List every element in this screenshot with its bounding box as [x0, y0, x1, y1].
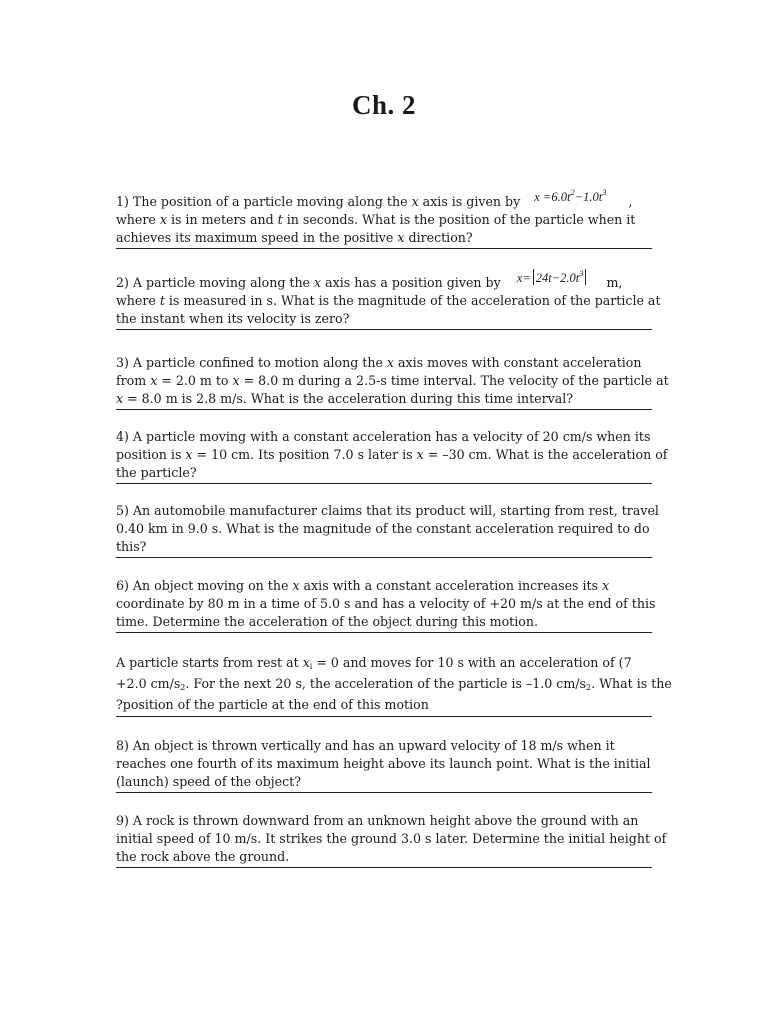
eq-var: t	[548, 271, 552, 285]
text: . For the next 20 s, the acceleration of the particle is –1.0 cm/s	[185, 676, 587, 691]
var-x: x	[416, 447, 424, 462]
eq-var: x	[534, 190, 540, 204]
problem-6-line-3: time. Determine the acceleration of the object during this motion.	[116, 614, 538, 629]
text: m,	[606, 275, 623, 290]
text: 6) An object moving on the	[116, 578, 293, 593]
problem-9-line-2: initial speed of 10 m/s. It strikes the ground 3.0 s later. Determine the initial height of	[116, 831, 667, 846]
text: where	[116, 293, 160, 308]
eq-exponent: 3	[602, 187, 607, 197]
var-x: x	[411, 194, 419, 209]
subscript: i	[309, 662, 313, 671]
problem-3	[116, 354, 669, 410]
problem-7-line-2	[116, 673, 672, 694]
var-x: x	[185, 447, 193, 462]
text: is measured in s. What is the magnitude of the acceleration of the particle at	[164, 293, 661, 308]
text: 2) A particle moving along the	[116, 275, 315, 290]
var-x: x	[602, 578, 610, 593]
var-x: x	[150, 373, 158, 388]
eq-var: t	[566, 190, 571, 204]
eq-term: x=	[516, 271, 531, 285]
problem-7-line-3: ?position of the particle at the end of this motion	[116, 697, 429, 712]
problem-3-line-3	[116, 390, 652, 408]
eq-term: −2.0	[551, 271, 576, 285]
eq-term: =6.0	[539, 190, 567, 204]
problem-1-line-3	[116, 229, 652, 247]
problem-2-line-2	[116, 292, 661, 310]
text: axis is given by	[418, 194, 521, 209]
text: = –30 cm. What is the acceleration of	[423, 447, 668, 462]
problem-5-line-3: this?	[116, 539, 147, 554]
var-x: x	[232, 373, 240, 388]
var-x: x	[116, 391, 124, 406]
var-x: x	[314, 275, 322, 290]
text: achieves its maximum speed in the positive	[116, 230, 398, 245]
problem-2-line-3: the instant when its velocity is zero?	[116, 311, 350, 326]
problem-8-line-2: reaches one fourth of its maximum height above its launch point. What is the initial	[116, 756, 651, 771]
text: ,	[628, 194, 633, 209]
text: = 0 and moves for 10 s with an acceleration of (7	[312, 655, 632, 670]
eq-term: 24	[535, 271, 549, 285]
text: +2.0 cm/s	[116, 676, 181, 691]
position-equation	[517, 269, 589, 287]
eq-var: t	[575, 271, 580, 285]
problem-8	[116, 737, 652, 793]
text: = 8.0 m is 2.8 m/s. What is the acceleration during this time interval?	[123, 391, 574, 406]
subscript: 2	[586, 683, 592, 692]
problem-6-line-1	[116, 577, 652, 595]
var-t: t	[277, 212, 283, 227]
var-x: x	[159, 212, 167, 227]
text: 1) The position of a particle moving along the	[116, 194, 412, 209]
problem-6-line-2: coordinate by 80 m in a time of 5.0 s and has a velocity of +20 m/s at the end of this	[116, 596, 656, 611]
problem-5	[116, 502, 659, 558]
text: is in meters and	[166, 212, 278, 227]
eq-exponent: 2	[570, 187, 575, 197]
problem-5-line-1: 5) An automobile manufacturer claims that its product will, starting from rest, travel	[116, 503, 659, 518]
subscript: 2	[180, 683, 186, 692]
var-x: x	[302, 655, 310, 670]
problem-4	[116, 428, 668, 484]
text: where	[116, 212, 160, 227]
problem-3-line-1	[116, 354, 652, 372]
text: direction?	[404, 230, 473, 245]
text: = 2.0 m to	[157, 373, 233, 388]
problem-8-line-3: (launch) speed of the object?	[116, 774, 301, 789]
text: A particle starts from rest at	[116, 655, 303, 670]
problem-5-line-2: 0.40 km in 9.0 s. What is the magnitude of the constant acceleration required to do	[116, 521, 650, 536]
var-x: x	[386, 355, 395, 370]
problem-9	[116, 812, 667, 868]
problem-2-line-1	[116, 268, 652, 292]
var-x: x	[397, 230, 405, 245]
problem-9-line-1: 9) A rock is thrown downward from an unknown height above the ground with an	[116, 813, 639, 828]
problem-4-line-2	[116, 446, 668, 464]
text: = 10 cm. Its position 7.0 s later is	[192, 447, 417, 462]
text: axis has a position given by	[321, 275, 501, 290]
problem-4-line-1: 4) A particle moving with a constant acceleration has a velocity of 20 cm/s when its	[116, 429, 651, 444]
problem-2	[116, 268, 661, 330]
abs-bar-right	[585, 269, 586, 285]
text: in seconds. What is the position of the particle when it	[282, 212, 636, 227]
eq-var: t	[598, 190, 603, 204]
var-x: x	[292, 578, 300, 593]
text: = 8.0 m during a 2.5-s time interval. The velocity of the particle at	[239, 373, 669, 388]
problem-8-line-1: 8) An object is thrown vertically and has an upward velocity of 18 m/s when it	[116, 738, 615, 753]
problem-3-line-2	[116, 372, 669, 390]
text: axis moves with constant acceleration	[394, 355, 642, 370]
var-t: t	[159, 293, 165, 308]
page-title: Ch. 2	[351, 90, 416, 120]
eq-term: −1.0	[574, 190, 599, 204]
problem-7-line-1	[116, 652, 652, 673]
position-equation	[534, 188, 606, 206]
problem-1-line-1	[116, 187, 652, 211]
problem-7	[116, 652, 672, 717]
abs-bar-left	[533, 269, 534, 285]
problem-6	[116, 577, 656, 633]
problem-1	[116, 187, 652, 249]
problem-4-line-3: the particle?	[116, 465, 197, 480]
problem-1-line-2	[116, 211, 652, 229]
text: 3) A particle confined to motion along the	[116, 355, 387, 370]
text: axis with a constant acceleration increases its	[299, 578, 603, 593]
eq-exponent: 3	[579, 268, 584, 278]
text: position is	[116, 447, 186, 462]
text: from	[116, 373, 151, 388]
text: . What is the	[591, 676, 672, 691]
problem-9-line-3: the rock above the ground.	[116, 849, 290, 864]
